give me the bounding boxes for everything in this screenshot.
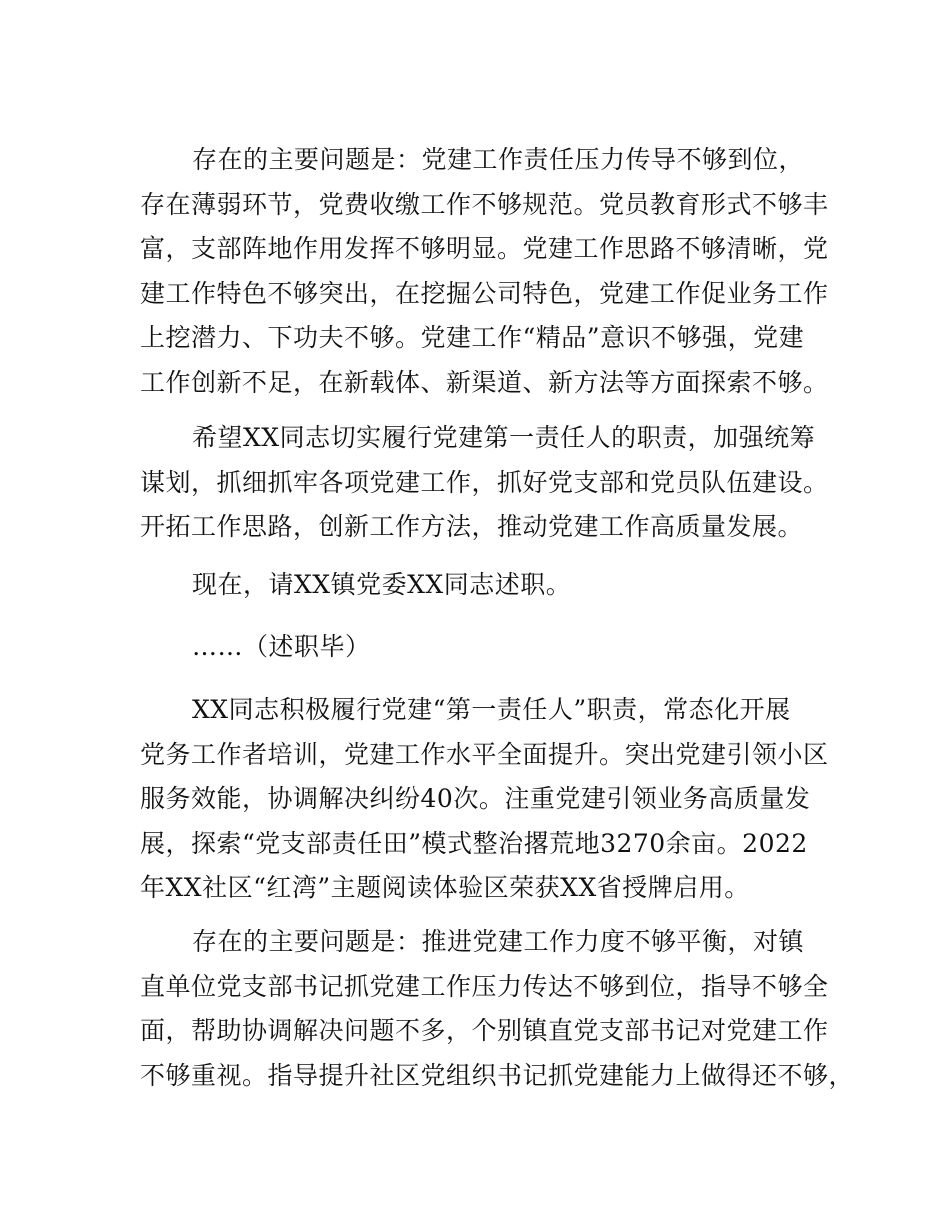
paragraph-expectations — [140, 416, 829, 550]
paragraph-report-end — [140, 625, 820, 670]
paragraph-line: 党务工作者培训，党建工作水平全面提升。突出党建引领小区 — [140, 739, 829, 769]
paragraph-line: 存在的主要问题是：推进党建工作力度不够平衡，对镇 — [192, 927, 805, 956]
paragraph-line: 现在，请XX镇党委XX同志述职。 — [192, 570, 572, 599]
paragraph-line: 富，支部阵地作用发挥不够明显。党建工作思路不够清晰，党 — [140, 234, 829, 264]
paragraph-line: 存在的主要问题是：党建工作责任压力传导不够到位， — [192, 145, 805, 174]
paragraph-line: 年XX社区“红湾”主题阅读体验区荣获XX省授牌启用。 — [140, 873, 750, 903]
paragraph-line: ……（述职毕） — [192, 632, 371, 661]
paragraph-line: 不够重视。指导提升社区党组织书记抓党建能力上做得还不够， — [140, 1060, 855, 1090]
paragraph-line: 工作创新不足，在新载体、新渠道、新方法等方面探索不够。 — [140, 367, 829, 397]
paragraph-invitation — [140, 563, 820, 608]
paragraph-problems-2 — [140, 920, 855, 1098]
paragraph-line: 直单位党支部书记抓党建工作压力传达不够到位，指导不够全 — [140, 971, 829, 1001]
paragraph-line: 希望XX同志切实履行党建第一责任人的职责，加强统筹 — [192, 423, 816, 452]
paragraph-line: 建工作特色不够突出，在挖掘公司特色，党建工作促业务工作 — [140, 278, 829, 308]
paragraph-line: XX同志积极履行党建“第一责任人”职责，常态化开展 — [192, 695, 791, 724]
paragraph-line: 存在薄弱环节，党费收缴工作不够规范。党员教育形式不够丰 — [140, 189, 829, 219]
paragraph-line: 展，探索“党支部责任田”模式整治撂荒地3270余亩。2022 — [140, 828, 808, 858]
paragraph-line: 开拓工作思路，创新工作方法，推动党建工作高质量发展。 — [140, 512, 804, 542]
paragraph-line: 面，帮助协调解决问题不多，个别镇直党支部书记对党建工作 — [140, 1016, 829, 1046]
paragraph-line: 谋划，抓细抓牢各项党建工作，抓好党支部和党员队伍建设。 — [140, 467, 829, 497]
paragraph-problems-1 — [140, 138, 829, 406]
paragraph-achievements — [140, 688, 829, 911]
paragraph-line: 上挖潜力、下功夫不够。党建工作“精品”意识不够强，党建 — [140, 323, 805, 353]
paragraph-line: 服务效能，协调解决纠纷40次。注重党建引领业务高质量发 — [140, 784, 811, 814]
